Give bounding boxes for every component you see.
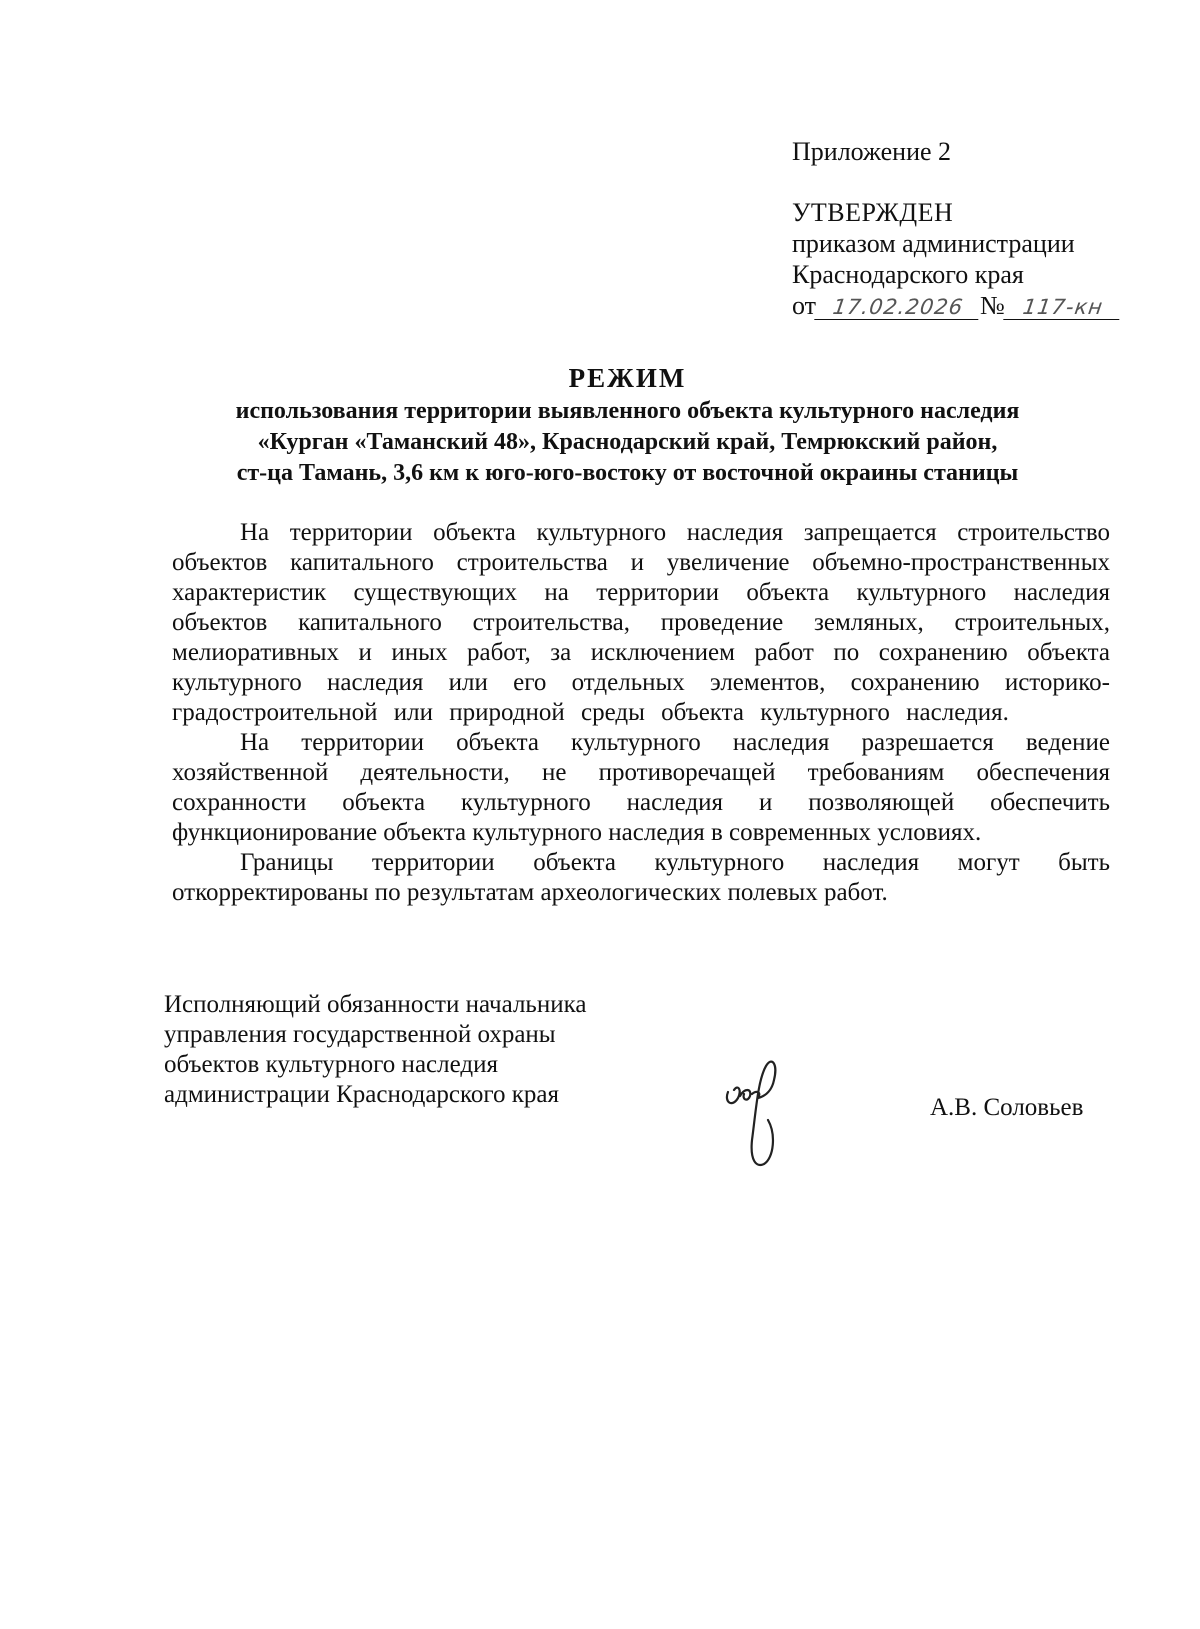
signer-position-line-2: управления государственной охраны bbox=[164, 1021, 556, 1048]
approved-label: УТВЕРЖДЕН bbox=[792, 198, 954, 227]
order-date-number-line bbox=[792, 290, 1172, 321]
subtitle-line-3: ст-ца Тамань, 3,6 км к юго-юго-востоку от восточной окраины станицы bbox=[236, 460, 1019, 486]
signer-position-line-1: Исполняющий обязанности начальника bbox=[164, 991, 587, 1018]
document-body bbox=[172, 518, 1110, 908]
order-date-handwritten: 17.02.2026 bbox=[814, 295, 982, 320]
subtitle-line-2: «Курган «Таманский 48», Краснодарский край, Темрюкский район, bbox=[257, 429, 998, 455]
handwritten-signature bbox=[722, 1050, 802, 1180]
appendix-label: Приложение 2 bbox=[792, 137, 952, 166]
signer-name: А.В. Соловьев bbox=[930, 1094, 1084, 1121]
approval-block bbox=[792, 136, 1172, 321]
approval-line-1: приказом администрации bbox=[792, 229, 1075, 258]
document-title: РЕЖИМ bbox=[568, 363, 687, 393]
signer-position-line-3: объектов культурного наследия bbox=[164, 1051, 498, 1078]
paragraph-permissions: На территории объекта культурного наследия разрешается ведение хозяйственной деятельности, не противоречащей требованиям обеспечения сохранности объекта культурного наследия и позволяющей обеспечить функционирование объекта культурного наследия в современных условиях. bbox=[172, 729, 1110, 846]
subtitle-line-1: использования территории выявленного объекта культурного наследия bbox=[235, 398, 1020, 424]
signer-position-line-4: администрации Краснодарского края bbox=[164, 1081, 560, 1108]
document-title-block bbox=[150, 360, 1105, 489]
paragraph-boundaries: Границы территории объекта культурного наследия могут быть откорректированы по результатам археологических полевых работ. bbox=[172, 849, 1110, 906]
number-prefix: № bbox=[980, 291, 1005, 320]
date-prefix: от bbox=[792, 291, 817, 320]
signer-position-block bbox=[164, 990, 684, 1110]
order-number-handwritten: 117-кн bbox=[1003, 295, 1123, 320]
paragraph-prohibitions: На территории объекта культурного наследия запрещается строительство объектов капитального строительства и увеличение объемно-пространственных характеристик существующих на территории объекта культурного наследия объектов капитального строительства, проведение земляных, строительных, мелиоративных и иных работ, за исключением работ по сохранению объекта культурного наследия или его отдельных элементов, сохранению историко-градостроительной или природной среды объекта культурного наследия. bbox=[172, 519, 1110, 726]
approval-line-2: Краснодарского края bbox=[792, 260, 1024, 289]
